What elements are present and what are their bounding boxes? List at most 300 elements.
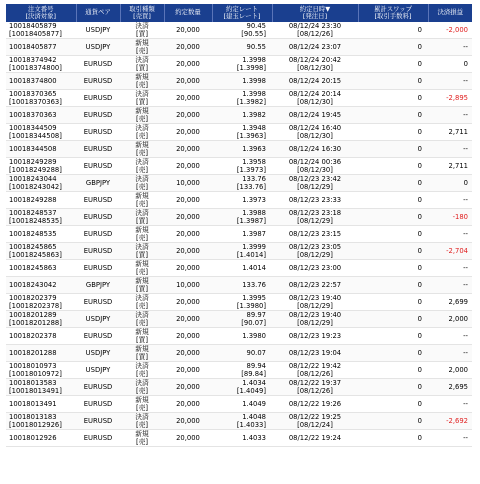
quantity-cell bbox=[164, 209, 212, 226]
trade-type-cell-text: [買] bbox=[135, 217, 149, 225]
currency-pair-cell bbox=[76, 243, 120, 260]
swap-cell bbox=[358, 226, 428, 243]
date-cell bbox=[272, 107, 358, 124]
trade-type-cell bbox=[120, 56, 164, 73]
table-row[interactable] bbox=[6, 209, 472, 226]
profit-loss-cell-text: -2,704 bbox=[446, 247, 468, 255]
order-number-cell bbox=[6, 345, 76, 362]
date-cell-text: [08/12/24] bbox=[297, 421, 333, 429]
profit-loss-cell-text: -- bbox=[463, 230, 468, 238]
rate-cell bbox=[212, 56, 272, 73]
table-row[interactable] bbox=[6, 226, 472, 243]
profit-loss-cell-text: -2,692 bbox=[446, 417, 468, 425]
rate-cell-text: 90.07 bbox=[246, 349, 266, 357]
date-cell-text: [08/12/29] bbox=[297, 319, 333, 327]
table-row[interactable] bbox=[6, 243, 472, 260]
order-number-cell-text: 10018201288 bbox=[9, 349, 57, 357]
currency-pair-cell-text: EURUSD bbox=[83, 230, 113, 238]
profit-loss-cell bbox=[428, 56, 472, 73]
profit-loss-cell-text: -- bbox=[463, 349, 468, 357]
quantity-cell-text: 20,000 bbox=[176, 43, 200, 51]
order-number-cell-text: 10018249289 bbox=[9, 158, 57, 166]
quantity-cell bbox=[164, 90, 212, 107]
currency-pair-cell bbox=[76, 260, 120, 277]
date-cell-text: 08/12/22 19:42 bbox=[288, 362, 342, 370]
table-row[interactable] bbox=[6, 277, 472, 294]
date-cell bbox=[272, 124, 358, 141]
order-number-cell-text: [10018013491] bbox=[9, 387, 62, 395]
date-cell-text: [08/12/30] bbox=[297, 64, 333, 72]
swap-cell bbox=[358, 124, 428, 141]
currency-pair-cell-text: GBPJPY bbox=[85, 179, 111, 187]
trade-type-cell-text: 決済 bbox=[135, 158, 149, 166]
order-number-cell-text: 10018249288 bbox=[9, 196, 57, 204]
quantity-cell bbox=[164, 328, 212, 345]
profit-loss-cell-text: -- bbox=[463, 264, 468, 272]
quantity-cell bbox=[164, 413, 212, 430]
date-cell bbox=[272, 209, 358, 226]
rate-cell-text: 133.76 bbox=[242, 281, 266, 289]
profit-loss-cell-text: -- bbox=[463, 196, 468, 204]
date-cell-text: 08/12/24 23:30 bbox=[288, 22, 342, 30]
trade-type-cell-text: [売] bbox=[135, 200, 149, 208]
order-number-cell-text: [10018370363] bbox=[9, 98, 62, 106]
trade-type-cell-text: [売] bbox=[135, 268, 149, 276]
trade-type-cell-text: 決済 bbox=[135, 362, 149, 370]
swap-cell bbox=[358, 294, 428, 311]
date-cell-text: [08/12/30] bbox=[297, 132, 333, 140]
profit-loss-cell bbox=[428, 175, 472, 192]
trade-type-cell bbox=[120, 379, 164, 396]
rate-cell bbox=[212, 175, 272, 192]
trade-type-cell-text: [売] bbox=[135, 387, 149, 395]
trade-type-cell-text: [買] bbox=[135, 98, 149, 106]
rate-cell bbox=[212, 243, 272, 260]
order-number-cell bbox=[6, 39, 76, 56]
trade-type-cell-text: [売] bbox=[135, 404, 149, 412]
rate-cell bbox=[212, 362, 272, 379]
rate-cell bbox=[212, 413, 272, 430]
header-trade-type[interactable]: 取引種類 [売買] bbox=[120, 4, 164, 22]
table-row[interactable] bbox=[6, 311, 472, 328]
order-number-cell bbox=[6, 192, 76, 209]
currency-pair-cell bbox=[76, 39, 120, 56]
swap-cell-text: 0 bbox=[417, 247, 422, 255]
header-currency-pair[interactable]: 通貨ペア bbox=[76, 4, 120, 22]
trade-type-cell bbox=[120, 158, 164, 175]
swap-cell-text: 0 bbox=[417, 349, 422, 357]
header-order-number[interactable]: 注文番号 [決済対象] bbox=[6, 4, 76, 22]
trade-type-cell bbox=[120, 243, 164, 260]
currency-pair-cell bbox=[76, 396, 120, 413]
trade-type-cell-text: 新規 bbox=[135, 39, 149, 47]
quantity-cell-text: 20,000 bbox=[176, 77, 200, 85]
currency-pair-cell bbox=[76, 22, 120, 39]
profit-loss-cell bbox=[428, 141, 472, 158]
profit-loss-cell-text: 2,711 bbox=[448, 128, 468, 136]
rate-cell bbox=[212, 124, 272, 141]
rate-cell-text: 1.3982 bbox=[242, 111, 266, 119]
rate-cell bbox=[212, 226, 272, 243]
profit-loss-cell-text: -- bbox=[463, 332, 468, 340]
currency-pair-cell bbox=[76, 379, 120, 396]
profit-loss-cell bbox=[428, 124, 472, 141]
currency-pair-cell-text: EURUSD bbox=[83, 332, 113, 340]
date-cell-text: 08/12/24 00:36 bbox=[288, 158, 342, 166]
profit-loss-cell bbox=[428, 22, 472, 39]
currency-pair-cell bbox=[76, 158, 120, 175]
rate-cell bbox=[212, 430, 272, 447]
trade-type-cell-text: 新規 bbox=[135, 328, 149, 336]
swap-cell-text: 0 bbox=[417, 417, 422, 425]
currency-pair-cell-text: EURUSD bbox=[83, 247, 113, 255]
currency-pair-cell-text: EURUSD bbox=[83, 145, 113, 153]
order-number-cell-text: 10018201289 bbox=[9, 311, 57, 319]
date-cell bbox=[272, 158, 358, 175]
swap-cell bbox=[358, 90, 428, 107]
date-cell bbox=[272, 175, 358, 192]
trade-type-cell-text: [売] bbox=[135, 47, 149, 55]
swap-cell bbox=[358, 22, 428, 39]
profit-loss-cell bbox=[428, 73, 472, 90]
table-row[interactable] bbox=[6, 107, 472, 124]
currency-pair-cell-text: EURUSD bbox=[83, 60, 113, 68]
trade-type-cell-text: 決済 bbox=[135, 56, 149, 64]
currency-pair-cell bbox=[76, 328, 120, 345]
order-number-cell bbox=[6, 226, 76, 243]
table-row[interactable] bbox=[6, 260, 472, 277]
order-number-cell bbox=[6, 124, 76, 141]
order-number-cell bbox=[6, 277, 76, 294]
table-row[interactable] bbox=[6, 379, 472, 396]
trade-type-cell-text: [買] bbox=[135, 336, 149, 344]
date-cell-text: 08/12/24 16:40 bbox=[288, 124, 342, 132]
trade-type-cell-text: [買] bbox=[135, 251, 149, 259]
table-row[interactable] bbox=[6, 396, 472, 413]
profit-loss-cell bbox=[428, 328, 472, 345]
quantity-cell-text: 20,000 bbox=[176, 264, 200, 272]
trade-type-cell bbox=[120, 175, 164, 192]
swap-cell bbox=[358, 39, 428, 56]
rate-cell-text: 1.4014 bbox=[242, 264, 266, 272]
date-cell-text: 08/12/23 22:57 bbox=[288, 281, 342, 289]
trade-type-cell-text: 決済 bbox=[135, 243, 149, 251]
currency-pair-cell-text: EURUSD bbox=[83, 128, 113, 136]
order-number-cell-text: [10018374800] bbox=[9, 64, 62, 72]
quantity-cell bbox=[164, 192, 212, 209]
rate-cell-text: 90.45 bbox=[246, 22, 266, 30]
header-date[interactable]: 約定日時▼ [発注日] bbox=[272, 4, 358, 22]
date-cell-text: [08/12/26] bbox=[297, 387, 333, 395]
rate-cell-text: 1.3998 bbox=[242, 77, 266, 85]
date-cell-text: 08/12/22 19:37 bbox=[288, 379, 342, 387]
trade-type-cell-text: [買] bbox=[135, 285, 149, 293]
trade-type-cell-text: [売] bbox=[135, 166, 149, 174]
quantity-cell-text: 20,000 bbox=[176, 298, 200, 306]
table-header-row bbox=[6, 4, 472, 22]
trade-type-cell bbox=[120, 107, 164, 124]
swap-cell bbox=[358, 243, 428, 260]
rate-cell bbox=[212, 379, 272, 396]
currency-pair-cell bbox=[76, 345, 120, 362]
order-number-cell bbox=[6, 107, 76, 124]
trade-type-cell-text: 新規 bbox=[135, 396, 149, 404]
table-row[interactable] bbox=[6, 141, 472, 158]
trade-type-cell bbox=[120, 73, 164, 90]
trade-history-panel bbox=[6, 4, 474, 447]
trade-type-cell-text: [売] bbox=[135, 319, 149, 327]
profit-loss-cell bbox=[428, 396, 472, 413]
quantity-cell bbox=[164, 311, 212, 328]
order-number-cell bbox=[6, 413, 76, 430]
trade-type-cell-text: 決済 bbox=[135, 209, 149, 217]
trade-type-cell-text: 決済 bbox=[135, 124, 149, 132]
rate-cell bbox=[212, 90, 272, 107]
order-number-cell bbox=[6, 294, 76, 311]
swap-cell bbox=[358, 413, 428, 430]
date-cell bbox=[272, 226, 358, 243]
profit-loss-cell bbox=[428, 260, 472, 277]
swap-cell bbox=[358, 311, 428, 328]
swap-cell-text: 0 bbox=[417, 43, 422, 51]
rate-cell-text: 1.3998 bbox=[242, 56, 266, 64]
date-cell-text: [08/12/26] bbox=[297, 370, 333, 378]
table-row[interactable] bbox=[6, 345, 472, 362]
currency-pair-cell-text: EURUSD bbox=[83, 298, 113, 306]
trade-type-cell bbox=[120, 90, 164, 107]
swap-cell-text: 0 bbox=[417, 196, 422, 204]
trade-type-cell-text: 新規 bbox=[135, 345, 149, 353]
header-rate[interactable]: 約定レート [建玉レート] bbox=[212, 4, 272, 22]
profit-loss-cell-text: -- bbox=[463, 400, 468, 408]
trade-type-cell-text: 新規 bbox=[135, 73, 149, 81]
rate-cell-text: [1.3980] bbox=[236, 302, 266, 310]
order-number-cell-text: 10018405877 bbox=[9, 43, 57, 51]
swap-cell bbox=[358, 56, 428, 73]
swap-cell-text: 0 bbox=[417, 162, 422, 170]
swap-cell bbox=[358, 379, 428, 396]
order-number-cell-text: 10018245863 bbox=[9, 264, 57, 272]
trade-type-cell-text: [買] bbox=[135, 353, 149, 361]
trade-type-cell bbox=[120, 260, 164, 277]
table-row[interactable] bbox=[6, 175, 472, 192]
currency-pair-cell bbox=[76, 107, 120, 124]
quantity-cell-text: 20,000 bbox=[176, 60, 200, 68]
order-number-cell-text: 10018245865 bbox=[9, 243, 57, 251]
currency-pair-cell bbox=[76, 192, 120, 209]
quantity-cell bbox=[164, 379, 212, 396]
order-number-cell-text: 10018243044 bbox=[9, 175, 57, 183]
date-cell bbox=[272, 141, 358, 158]
order-number-cell bbox=[6, 90, 76, 107]
date-cell-text: [08/12/26] bbox=[297, 30, 333, 38]
table-row[interactable] bbox=[6, 328, 472, 345]
quantity-cell-text: 20,000 bbox=[176, 145, 200, 153]
swap-cell bbox=[358, 209, 428, 226]
quantity-cell bbox=[164, 158, 212, 175]
trade-type-cell-text: [売] bbox=[135, 115, 149, 123]
date-cell-text: 08/12/23 23:00 bbox=[288, 264, 342, 272]
header-quantity[interactable]: 約定数量 bbox=[164, 4, 212, 22]
currency-pair-cell bbox=[76, 311, 120, 328]
quantity-cell-text: 20,000 bbox=[176, 111, 200, 119]
order-number-cell bbox=[6, 396, 76, 413]
trade-type-cell-text: [買] bbox=[135, 64, 149, 72]
header-swap[interactable]: 累計スワップ [取引手数料] bbox=[358, 4, 428, 22]
order-number-cell-text: 10018248537 bbox=[9, 209, 57, 217]
order-number-cell-text: 10018013583 bbox=[9, 379, 57, 387]
date-cell-text: [08/12/29] bbox=[297, 217, 333, 225]
currency-pair-cell-text: EURUSD bbox=[83, 264, 113, 272]
trade-type-cell bbox=[120, 277, 164, 294]
rate-cell-text: 1.3998 bbox=[242, 90, 266, 98]
rate-cell-text: [90.07] bbox=[241, 319, 266, 327]
table-row[interactable] bbox=[6, 39, 472, 56]
table-row[interactable] bbox=[6, 430, 472, 447]
quantity-cell bbox=[164, 362, 212, 379]
date-cell bbox=[272, 311, 358, 328]
profit-loss-cell-text: 0 bbox=[463, 179, 468, 187]
quantity-cell bbox=[164, 107, 212, 124]
swap-cell-text: 0 bbox=[417, 213, 422, 221]
order-number-cell bbox=[6, 22, 76, 39]
profit-loss-cell bbox=[428, 362, 472, 379]
rate-cell-text: 1.4049 bbox=[242, 400, 266, 408]
rate-cell-text: [1.4049] bbox=[236, 387, 266, 395]
date-cell bbox=[272, 328, 358, 345]
date-cell-text: 08/12/23 23:18 bbox=[288, 209, 342, 217]
profit-loss-cell-text: -- bbox=[463, 434, 468, 442]
order-number-cell bbox=[6, 260, 76, 277]
date-cell bbox=[272, 277, 358, 294]
swap-cell bbox=[358, 396, 428, 413]
date-cell bbox=[272, 73, 358, 90]
trade-type-cell bbox=[120, 396, 164, 413]
table-row[interactable] bbox=[6, 413, 472, 430]
currency-pair-cell-text: EURUSD bbox=[83, 111, 113, 119]
swap-cell-text: 0 bbox=[417, 26, 422, 34]
quantity-cell bbox=[164, 294, 212, 311]
trade-type-cell-text: 決済 bbox=[135, 22, 149, 30]
rate-cell-text: 1.4033 bbox=[242, 434, 266, 442]
currency-pair-cell bbox=[76, 413, 120, 430]
trade-type-cell bbox=[120, 226, 164, 243]
order-number-cell bbox=[6, 175, 76, 192]
date-cell-text: [08/12/29] bbox=[297, 302, 333, 310]
currency-pair-cell-text: EURUSD bbox=[83, 162, 113, 170]
profit-loss-cell-text: -- bbox=[463, 77, 468, 85]
profit-loss-cell bbox=[428, 277, 472, 294]
swap-cell bbox=[358, 277, 428, 294]
trade-type-cell-text: [売] bbox=[135, 302, 149, 310]
currency-pair-cell bbox=[76, 362, 120, 379]
date-cell bbox=[272, 362, 358, 379]
currency-pair-cell bbox=[76, 175, 120, 192]
table-row[interactable] bbox=[6, 124, 472, 141]
profit-loss-cell bbox=[428, 209, 472, 226]
profit-loss-cell-text: -- bbox=[463, 145, 468, 153]
swap-cell bbox=[358, 260, 428, 277]
table-row[interactable] bbox=[6, 73, 472, 90]
quantity-cell bbox=[164, 260, 212, 277]
trade-type-cell-text: 決済 bbox=[135, 311, 149, 319]
currency-pair-cell-text: EURUSD bbox=[83, 383, 113, 391]
profit-loss-cell-text: -- bbox=[463, 281, 468, 289]
order-number-cell-text: 10018344508 bbox=[9, 145, 57, 153]
table-row[interactable] bbox=[6, 56, 472, 73]
trade-type-cell-text: 決済 bbox=[135, 379, 149, 387]
currency-pair-cell-text: USDJPY bbox=[85, 349, 111, 357]
quantity-cell-text: 20,000 bbox=[176, 213, 200, 221]
date-cell-text: 08/12/24 20:14 bbox=[288, 90, 342, 98]
rate-cell bbox=[212, 277, 272, 294]
swap-cell bbox=[358, 175, 428, 192]
date-cell-text: [08/12/30] bbox=[297, 98, 333, 106]
quantity-cell-text: 20,000 bbox=[176, 247, 200, 255]
rate-cell bbox=[212, 294, 272, 311]
table-row[interactable] bbox=[6, 90, 472, 107]
trade-type-cell-text: [買] bbox=[135, 30, 149, 38]
profit-loss-cell bbox=[428, 158, 472, 175]
swap-cell-text: 0 bbox=[417, 111, 422, 119]
profit-loss-cell bbox=[428, 379, 472, 396]
order-number-cell-text: [10018249288] bbox=[9, 166, 62, 174]
order-number-cell-text: 10018370365 bbox=[9, 90, 57, 98]
order-number-cell-text: 10018202379 bbox=[9, 294, 57, 302]
profit-loss-cell bbox=[428, 192, 472, 209]
table-row[interactable] bbox=[6, 192, 472, 209]
currency-pair-cell-text: USDJPY bbox=[85, 366, 111, 374]
trade-type-cell-text: [売] bbox=[135, 149, 149, 157]
currency-pair-cell bbox=[76, 90, 120, 107]
swap-cell bbox=[358, 158, 428, 175]
table-row[interactable] bbox=[6, 362, 472, 379]
swap-cell bbox=[358, 141, 428, 158]
quantity-cell-text: 10,000 bbox=[176, 179, 200, 187]
order-number-cell bbox=[6, 430, 76, 447]
swap-cell-text: 0 bbox=[417, 179, 422, 187]
rate-cell bbox=[212, 311, 272, 328]
trade-type-cell bbox=[120, 294, 164, 311]
order-number-cell-text: [10018010972] bbox=[9, 370, 62, 378]
order-number-cell-text: [10018344508] bbox=[9, 132, 62, 140]
profit-loss-cell bbox=[428, 90, 472, 107]
table-row[interactable] bbox=[6, 158, 472, 175]
quantity-cell bbox=[164, 226, 212, 243]
swap-cell bbox=[358, 107, 428, 124]
date-cell-text: 08/12/23 19:23 bbox=[288, 332, 342, 340]
rate-cell bbox=[212, 39, 272, 56]
order-number-cell-text: 10018370363 bbox=[9, 111, 57, 119]
currency-pair-cell bbox=[76, 141, 120, 158]
date-cell-text: 08/12/23 23:33 bbox=[288, 196, 342, 204]
swap-cell-text: 0 bbox=[417, 434, 422, 442]
swap-cell-text: 0 bbox=[417, 315, 422, 323]
order-number-cell-text: [10018201288] bbox=[9, 319, 62, 327]
order-number-cell bbox=[6, 328, 76, 345]
table-row[interactable] bbox=[6, 22, 472, 39]
header-profit-loss[interactable]: 決済損益 bbox=[428, 4, 472, 22]
quantity-cell-text: 20,000 bbox=[176, 383, 200, 391]
quantity-cell-text: 20,000 bbox=[176, 26, 200, 34]
table-row[interactable] bbox=[6, 294, 472, 311]
profit-loss-cell-text: 2,695 bbox=[448, 383, 468, 391]
swap-cell-text: 0 bbox=[417, 77, 422, 85]
swap-cell bbox=[358, 192, 428, 209]
rate-cell-text: 1.3958 bbox=[242, 158, 266, 166]
date-cell-text: 08/12/23 19:04 bbox=[288, 349, 342, 357]
order-number-cell-text: 10018243042 bbox=[9, 281, 57, 289]
